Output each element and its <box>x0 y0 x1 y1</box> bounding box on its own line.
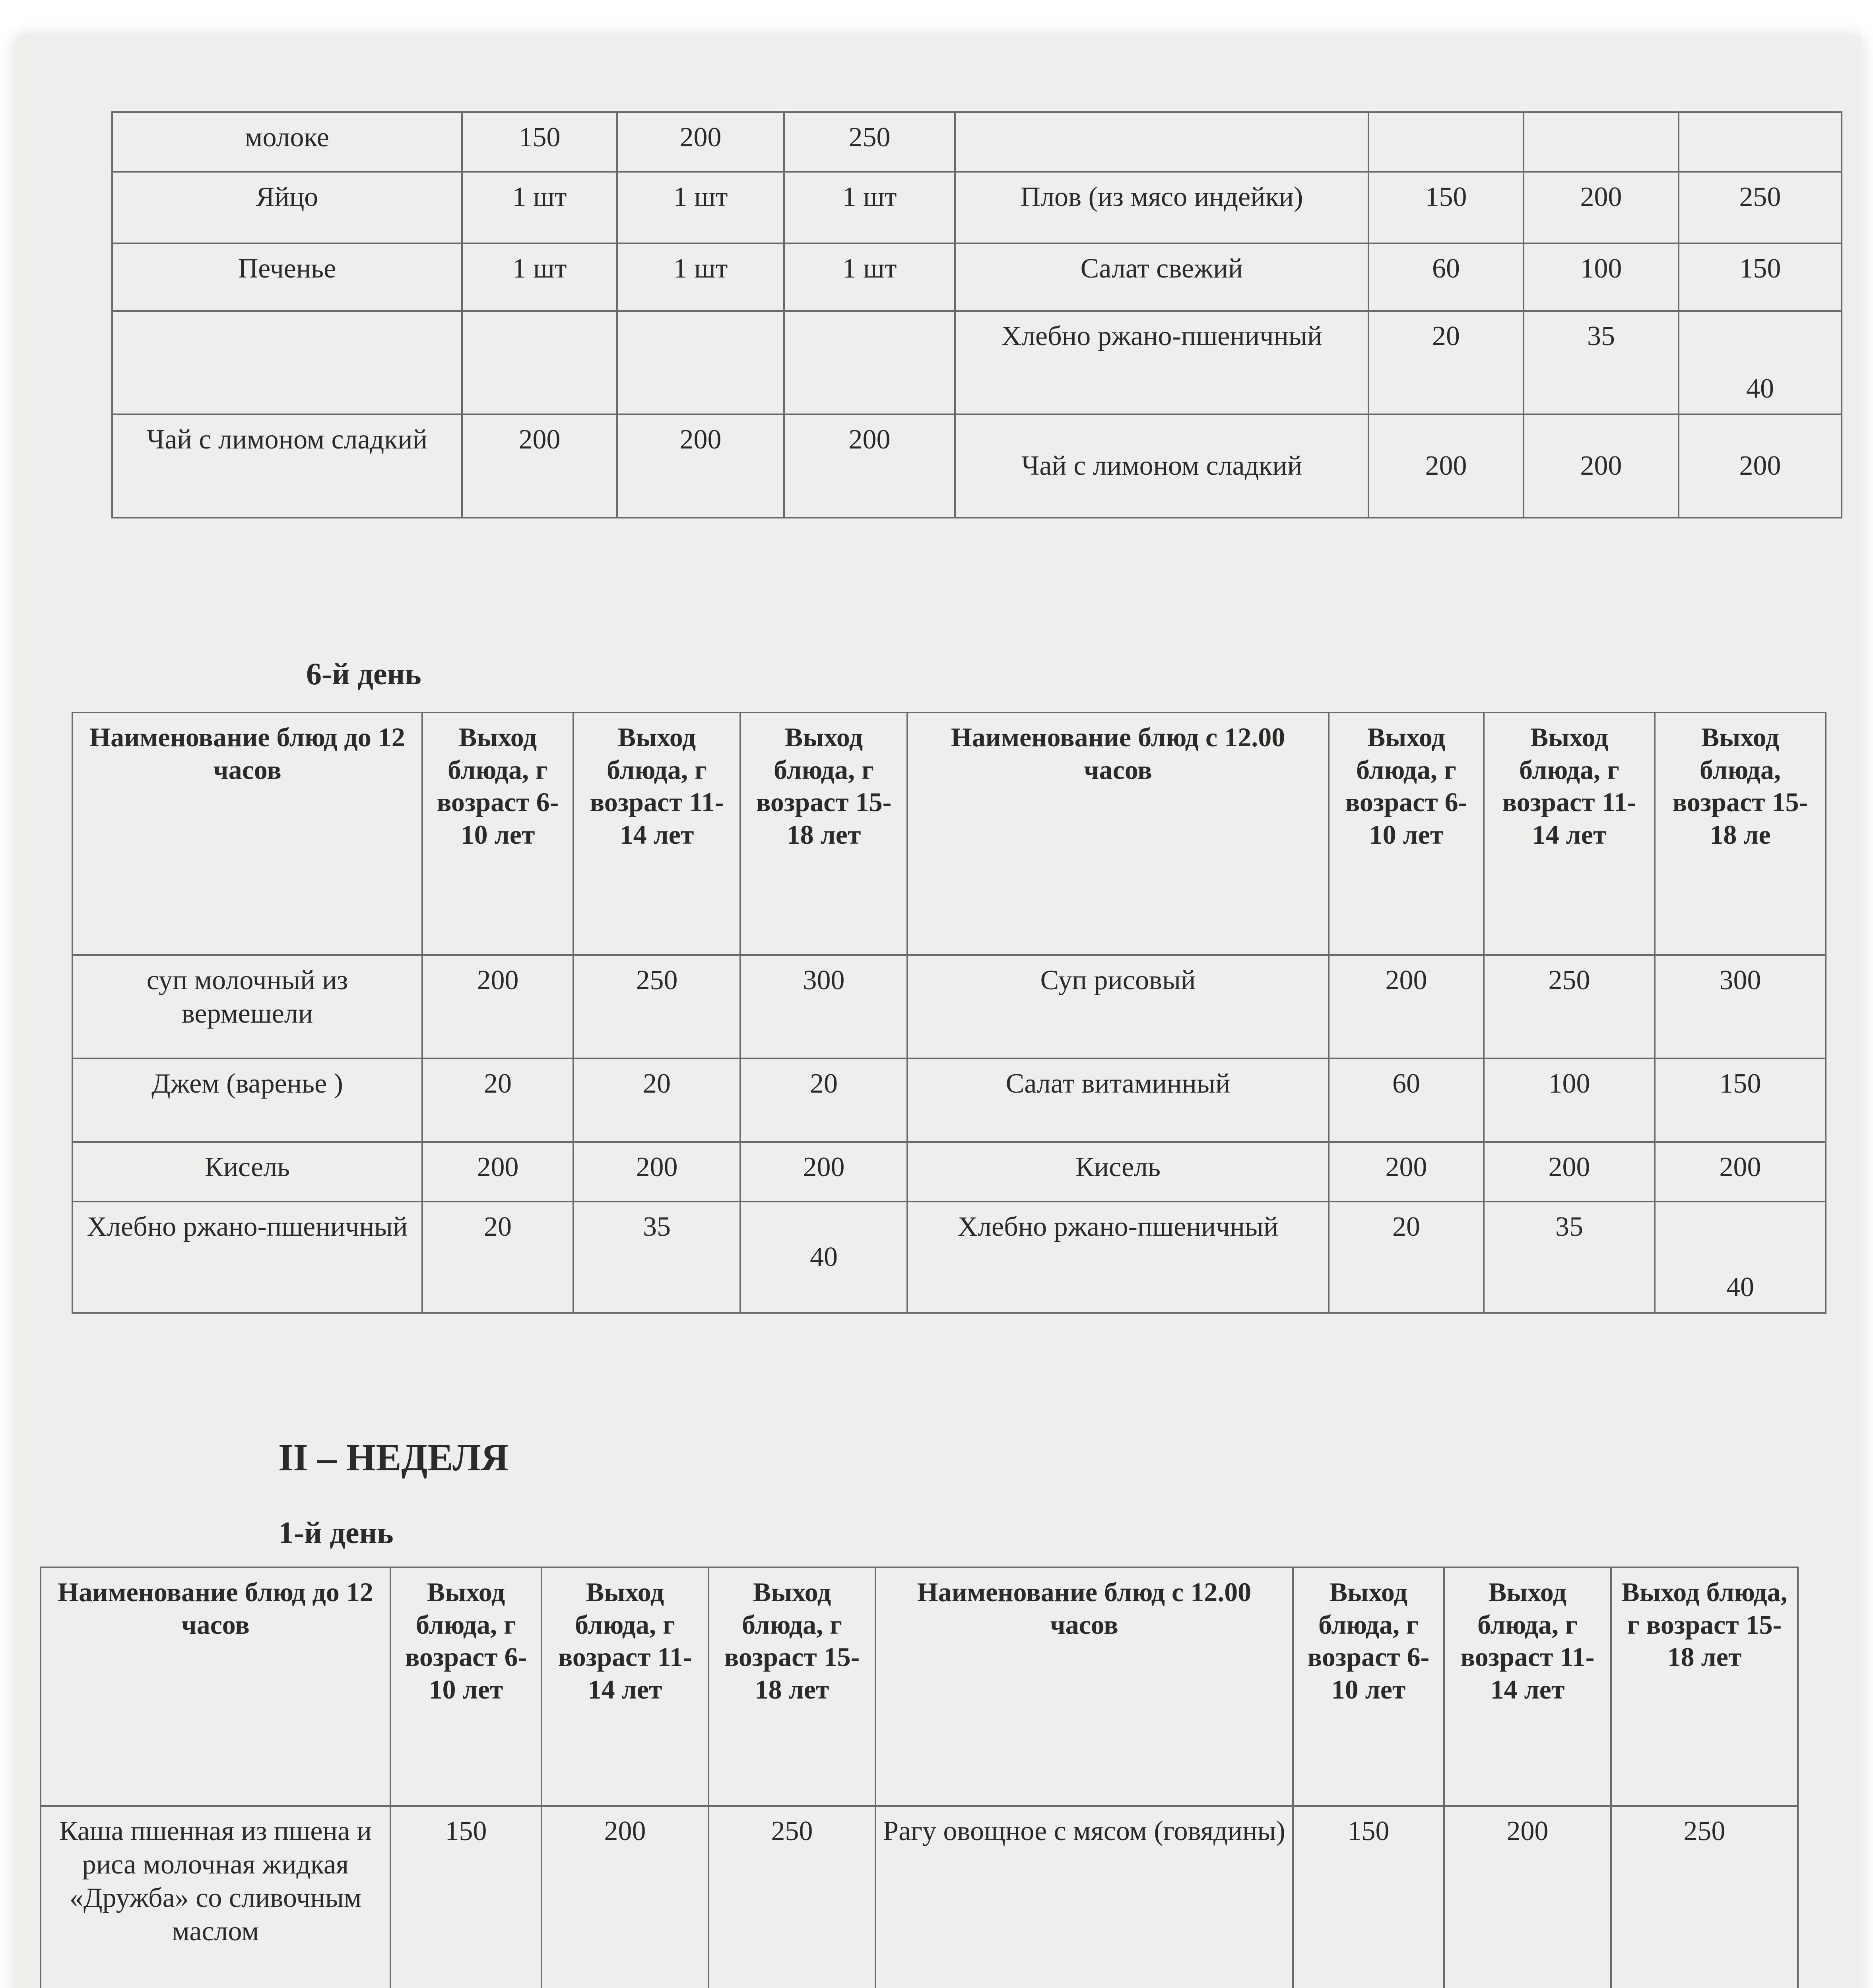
portion-15-18: 250 <box>708 1806 875 1988</box>
column-header-portion-11-14: Выход блюда, г возраст 11-14 лет <box>542 1567 708 1806</box>
column-header-portion-6-10: Выход блюда, г возраст 6-10 лет <box>422 712 573 955</box>
portion-11-14: 200 <box>617 112 784 172</box>
portion-6-10: 1 шт <box>462 243 617 311</box>
column-header-portion-15-18: Выход блюда, г возраст 15-18 лет <box>1611 1567 1798 1806</box>
portion-11-14 <box>617 311 784 414</box>
table-row <box>72 955 1826 1058</box>
table-row <box>112 311 1842 414</box>
dish-name: Салат свежий <box>955 243 1368 311</box>
dish-name: суп молочный из вермешели <box>72 955 422 1058</box>
table-row <box>41 1806 1798 1988</box>
week-heading: II – НЕДЕЛЯ <box>278 1436 509 1479</box>
portion-15-18 <box>784 311 955 414</box>
dish-name: Суп рисовый <box>907 955 1329 1058</box>
portion-6-10: 200 <box>422 1142 573 1202</box>
portion-6-10: 1 шт <box>462 172 617 243</box>
portion-11-14: 20 <box>573 1058 740 1142</box>
portion-15-18: 150 <box>1679 243 1842 311</box>
portion-15-18: 1 шт <box>784 243 955 311</box>
portion-15-18: 200 <box>784 414 955 518</box>
portion-6-10 <box>1368 112 1524 172</box>
portion-6-10: 20 <box>422 1202 573 1313</box>
document-page <box>16 36 1861 1988</box>
table-row <box>72 1142 1826 1202</box>
portion-11-14: 200 <box>542 1806 708 1988</box>
column-header-portion-15-18: Выход блюда, г возраст 15-18 лет <box>708 1567 875 1806</box>
column-header-portion-11-14: Выход блюда, г возраст 11-14 лет <box>573 712 740 955</box>
column-header-dish-before-12: Наименование блюд до 12 часов <box>41 1567 390 1806</box>
dish-name: Рагу овощное с мясом (говядины) <box>875 1806 1293 1988</box>
column-header-dish-after-12: Наименование блюд с 12.00 часов <box>875 1567 1293 1806</box>
portion-11-14: 35 <box>1524 311 1679 414</box>
portion-6-10: 200 <box>422 955 573 1058</box>
column-header-portion-6-10: Выход блюда, г возраст 6-10 лет <box>390 1567 542 1806</box>
portion-11-14: 100 <box>1484 1058 1655 1142</box>
column-header-dish-after-12: Наименование блюд с 12.00 часов <box>907 712 1329 955</box>
column-header-portion-6-10: Выход блюда, г возраст 6-10 лет <box>1293 1567 1444 1806</box>
dish-name: Хлебно ржано-пшеничный <box>72 1202 422 1313</box>
portion-15-18 <box>1679 112 1842 172</box>
portion-11-14: 200 <box>573 1142 740 1202</box>
portion-6-10: 20 <box>1329 1202 1484 1313</box>
dish-name: Печенье <box>112 243 462 311</box>
table-row <box>112 172 1842 243</box>
column-header-portion-6-10: Выход блюда, г возраст 6-10 лет <box>1329 712 1484 955</box>
portion-15-18: 300 <box>740 955 907 1058</box>
portion-11-14: 200 <box>1524 414 1679 518</box>
portion-6-10: 200 <box>1329 1142 1484 1202</box>
portion-15-18: 300 <box>1655 955 1826 1058</box>
table-row <box>72 1058 1826 1142</box>
portion-6-10: 150 <box>1368 172 1524 243</box>
menu-table-day-6 <box>72 712 1826 1314</box>
portion-11-14: 200 <box>1444 1806 1611 1988</box>
dish-name: Джем (варенье ) <box>72 1058 422 1142</box>
portion-6-10: 150 <box>462 112 617 172</box>
dish-name: Чай с лимоном сладкий <box>112 414 462 518</box>
portion-11-14: 250 <box>1484 955 1655 1058</box>
dish-name: Салат витаминный <box>907 1058 1329 1142</box>
portion-15-18: 150 <box>1655 1058 1826 1142</box>
dish-name: Плов (из мясо индейки) <box>955 172 1368 243</box>
portion-6-10: 200 <box>1368 414 1524 518</box>
column-header-portion-11-14: Выход блюда, г возраст 11-14 лет <box>1444 1567 1611 1806</box>
dish-name: молоке <box>112 112 462 172</box>
day-heading: 1-й день <box>278 1515 394 1550</box>
portion-15-18: 40 <box>1679 311 1842 414</box>
portion-11-14 <box>1524 112 1679 172</box>
column-header-portion-15-18: Выход блюда, возраст 15-18 ле <box>1655 712 1826 955</box>
portion-15-18: 40 <box>1655 1202 1826 1313</box>
portion-11-14: 250 <box>573 955 740 1058</box>
portion-6-10: 20 <box>422 1058 573 1142</box>
menu-table-previous-day <box>111 111 1842 518</box>
dish-name: Кисель <box>907 1142 1329 1202</box>
dish-name: Хлебно ржано-пшеничный <box>907 1202 1329 1313</box>
dish-name: Хлебно ржано-пшеничный <box>955 311 1368 414</box>
portion-6-10 <box>462 311 617 414</box>
portion-6-10: 200 <box>1329 955 1484 1058</box>
portion-15-18: 250 <box>1611 1806 1798 1988</box>
column-header-portion-11-14: Выход блюда, г возраст 11-14 лет <box>1484 712 1655 955</box>
portion-15-18: 20 <box>740 1058 907 1142</box>
column-header-portion-15-18: Выход блюда, г возраст 15-18 лет <box>740 712 907 955</box>
dish-name: Чай с лимоном сладкий <box>955 414 1368 518</box>
table-header-row <box>41 1567 1798 1806</box>
portion-15-18: 200 <box>1679 414 1842 518</box>
table-row <box>112 414 1842 518</box>
dish-name: Кисель <box>72 1142 422 1202</box>
table-row <box>112 243 1842 311</box>
portion-11-14: 35 <box>573 1202 740 1313</box>
table-row <box>72 1202 1826 1313</box>
portion-11-14: 200 <box>1484 1142 1655 1202</box>
portion-11-14: 200 <box>1524 172 1679 243</box>
portion-15-18: 250 <box>1679 172 1842 243</box>
column-header-dish-before-12: Наименование блюд до 12 часов <box>72 712 422 955</box>
menu-table-week-2-day-1 <box>40 1567 1799 1988</box>
portion-6-10: 60 <box>1368 243 1524 311</box>
portion-15-18: 40 <box>740 1202 907 1313</box>
portion-6-10: 20 <box>1368 311 1524 414</box>
dish-name: Яйцо <box>112 172 462 243</box>
portion-11-14: 200 <box>617 414 784 518</box>
dish-name <box>955 112 1368 172</box>
table-header-row <box>72 712 1826 955</box>
portion-15-18: 1 шт <box>784 172 955 243</box>
portion-11-14: 100 <box>1524 243 1679 311</box>
dish-name: Каша пшенная из пшена и риса молочная жидкая «Дружба» со сливочным маслом <box>41 1806 390 1988</box>
dish-name <box>112 311 462 414</box>
table-row <box>112 112 1842 172</box>
portion-11-14: 1 шт <box>617 172 784 243</box>
portion-15-18: 200 <box>1655 1142 1826 1202</box>
portion-6-10: 200 <box>462 414 617 518</box>
portion-6-10: 150 <box>390 1806 542 1988</box>
portion-11-14: 35 <box>1484 1202 1655 1313</box>
portion-6-10: 150 <box>1293 1806 1444 1988</box>
portion-11-14: 1 шт <box>617 243 784 311</box>
portion-15-18: 200 <box>740 1142 907 1202</box>
portion-6-10: 60 <box>1329 1058 1484 1142</box>
day-heading: 6-й день <box>306 656 421 691</box>
portion-15-18: 250 <box>784 112 955 172</box>
